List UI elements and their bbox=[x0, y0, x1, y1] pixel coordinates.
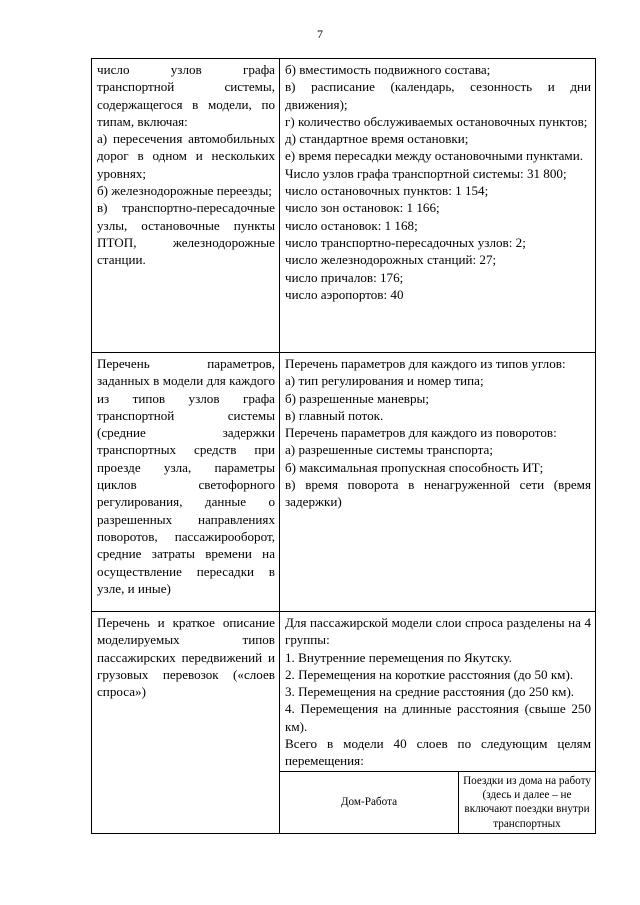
cell-paragraph: Перечень параметров, заданных в модели для каждого из типов узлов графа транспортной системы (средние задержки транспортных средств при проезде узла, параметры циклов светофорного регулирования, данные о разрешенных направлениях поворотов, пассажирооборот, средние затраты времени на осуществление пересадки в узле, и иные) bbox=[97, 356, 275, 596]
cell-paragraph: Перечень параметров для каждого из поворотов: bbox=[285, 425, 557, 441]
cell-paragraph: Перечень и краткое описание моделируемых типов пассажирских передвижений и грузовых перевозок («слоев спроса») bbox=[97, 615, 275, 700]
demand-layers-table bbox=[280, 771, 595, 834]
cell-paragraph: число узлов графа транспортной системы, содержащегося в модели, по типам, включая: bbox=[97, 62, 275, 129]
cell-paragraph: в) главный поток. bbox=[285, 407, 384, 423]
cell-paragraph: число остановок: 1 168; bbox=[285, 217, 418, 233]
table-cell-value bbox=[280, 612, 596, 834]
cell-paragraph: число транспортно-пересадочных узлов: 2; bbox=[285, 234, 526, 250]
table-row bbox=[92, 59, 596, 353]
cell-paragraph: д) стандартное время остановки; bbox=[285, 131, 469, 147]
cell-paragraph: Для пассажирской модели слои спроса разделены на 4 группы: bbox=[285, 615, 591, 648]
cell-paragraph: в) транспортно-пересадочные узлы, остановочные пункты ПТОП, железнодорожные станции. bbox=[97, 200, 275, 268]
cell-paragraph: б) максимальная пропускная способность ИТ; bbox=[285, 459, 544, 475]
cell-paragraph: 3. Перемещения на средние расстояния (до 250 км). bbox=[285, 684, 575, 700]
document-table bbox=[91, 58, 596, 834]
table-cell-parameter bbox=[92, 353, 280, 612]
page-number: 7 bbox=[317, 27, 323, 41]
table-cell-value bbox=[280, 353, 596, 612]
cell-paragraph: а) разрешенные системы транспорта; bbox=[285, 442, 493, 458]
cell-paragraph: б) железнодорожные переезды; bbox=[97, 183, 272, 199]
table-row bbox=[280, 771, 595, 833]
cell-paragraph: число зон остановок: 1 166; bbox=[285, 200, 440, 216]
cell-paragraph: число остановочных пунктов: 1 154; bbox=[285, 183, 489, 199]
cell-paragraph: число причалов: 176; bbox=[285, 269, 404, 285]
cell-paragraph: а) пересечения автомобильных дорог в одном и нескольких уровнях; bbox=[97, 131, 275, 181]
cell-paragraph: в) расписание (календарь, сезонность и дни движения); bbox=[285, 79, 591, 112]
table-row bbox=[92, 353, 596, 612]
cell-paragraph: а) тип регулирования и номер типа; bbox=[285, 373, 484, 389]
layer-description: Поездки из дома на работу (здесь и далее – не включают поездки внутри транспортных bbox=[463, 774, 591, 830]
cell-paragraph: Всего в модели 40 слоев по следующим целям перемещения: bbox=[285, 736, 591, 769]
cell-paragraph: 4. Перемещения на длинные расстояния (свыше 250 км). bbox=[285, 701, 591, 734]
cell-paragraph: 1. Внутренние перемещения по Якутску. bbox=[285, 649, 512, 665]
cell-paragraph: б) вместимость подвижного состава; bbox=[285, 62, 491, 77]
cell-paragraph: е) время пересадки между остановочными пунктами. bbox=[285, 148, 583, 164]
cell-paragraph: число железнодорожных станций: 27; bbox=[285, 252, 497, 268]
cell-paragraph: Число узлов графа транспортной системы: 31 800; bbox=[285, 165, 567, 181]
cell-paragraph: г) количество обслуживаемых остановочных пунктов; bbox=[285, 113, 588, 129]
table-cell-value bbox=[280, 59, 596, 353]
table-row bbox=[92, 612, 596, 834]
cell-paragraph: 2. Перемещения на короткие расстояния (до 50 км). bbox=[285, 666, 574, 682]
table-cell-parameter bbox=[92, 612, 280, 834]
layer-purpose: Дом-Работа bbox=[280, 771, 459, 833]
cell-paragraph: число аэропортов: 40 bbox=[285, 286, 404, 302]
cell-paragraph: Перечень параметров для каждого из типов углов: bbox=[285, 356, 566, 371]
cell-paragraph: б) разрешенные маневры; bbox=[285, 390, 429, 406]
cell-paragraph: в) время поворота в ненагруженной сети (время задержки) bbox=[285, 477, 591, 510]
table-cell-parameter bbox=[92, 59, 280, 353]
